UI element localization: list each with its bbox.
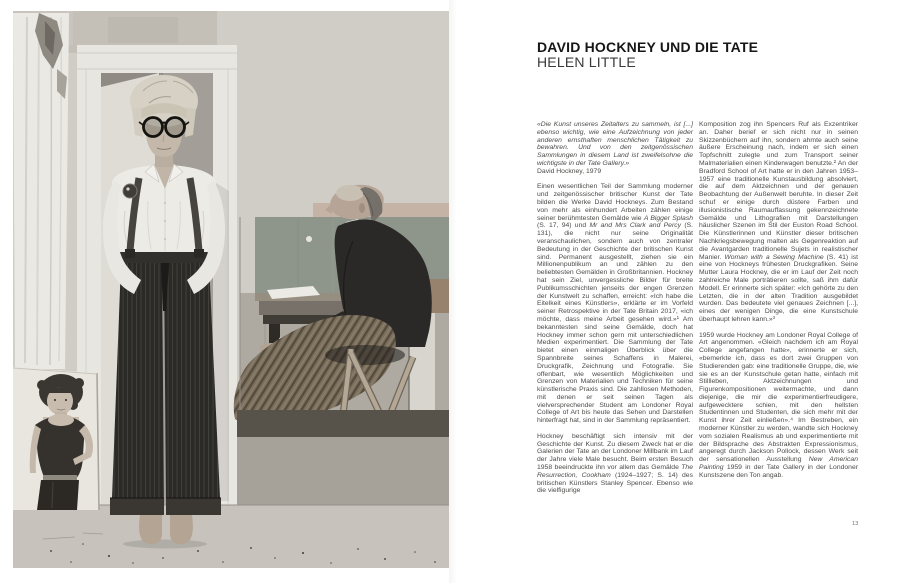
hockney-studio-photograph: [13, 11, 449, 568]
page-number: 13: [852, 521, 859, 527]
quote-attribution: David Hockney, 1979: [537, 167, 602, 175]
body-paragraph: 1959 wurde Hockney am Londoner Royal College of Art angenommen. «Gleich nachdem ich am Royal College angefangen hatte», erinnerte er sich, «bemerkte ich, dass es dort zwei Gruppen von Studierenden gab: eine traditionelle Gruppe, die, wie sie es an der Kunstschule getan hatte, einfach mit Stillleben, Aktzeichnungen und Figurenkompositionen weitermachte, und dann diejenige, die mir die experimentierfreudigere, aufgewecktere schien, mit den hellsten Studentinnen und Studenten, die sich mehr mit der Kunst ihrer Zeit einließen».⁴ Im Bestreben, ein moderner Künstler zu werden, wandte sich Hockney vom sozialen Realismus ab und experimentierte mit der Bildsprache des Abstrakten Expressionismus, angeregt durch Jackson Pollock, dessen Werk seit der sensationellen Ausstellung New American Painting 1959 in der Tate Gallery in der Londoner Kunstszene den Ton angab.: [699, 331, 858, 479]
body-paragraph: Komposition zog ihn Spencers Ruf als Exzentriker an. Daher berief er sich nicht nur in seinen Skizzenbüchern auf ihn, sondern ahmte auch seine äußere Erscheinung nach, indem er sich einen Topfschnitt zulegte und zum Transport seiner Malmaterialien einen Kinderwagen benutzte.² An der Bradford School of Art hatte er in den Jahren 1953–1957 eine traditionelle Kunstausbildung absolviert, die auf dem Aktzeichnen und der genauen Beobachtung der Außenwelt beruhte. In dieser Zeit schuf er einige durch düstere Farben und illusionistische Raumauffassung gekennzeichnete Gemälde und Lithografien mit Darstellungen häuslicher Szenen im Stil der Euston Road School. Die Künstlerinnen und Künstler dieser britischen Nachkriegsbewegung malten als Gegenreaktion auf die Avantgarden traditionelle Sujets in realistischer Manier. Woman with a Sewing Machine (S. 41) ist eine von Hockneys frühesten Druckgrafiken. Seine Mutter Laura Hockney, die er im Lauf der Zeit noch zahlreiche Male porträtieren sollte, saß ihm dafür Modell. Er erinnerte sich später: «Ich gehörte zu den Letzten, die in der alten Tradition ausgebildet wurden. Das bedeutete viel genaues Zeichnen [...], eines der wenigen Dinge, die eine Kunstschule überhaupt lehren kann.»³: [699, 121, 858, 323]
white-drape: [13, 13, 69, 369]
page-gutter: [449, 0, 457, 583]
text-column-1: [537, 121, 693, 503]
painting-seated-man: [234, 181, 449, 505]
badge-pin: [123, 184, 137, 198]
article-header: [537, 40, 758, 70]
text-column-2: [699, 121, 858, 487]
body-paragraph: Hockney beschäftigt sich intensiv mit der Geschichte der Kunst. Zu diesem Zweck hat er die Galerien der Tate an der Londoner Millbank im Lauf der Jahre viele Male besucht. Beim ersten Besuch 1958 beeindruckte ihn vor allem das Gemälde The Resurrection, Cookham (1924–1927; S. 14) des britischen Künstlers Stanley Spencer. Ebenso wie die vielfigurige: [537, 432, 693, 495]
studio-floor: [13, 505, 449, 568]
artwork-woman-canvas: [13, 367, 99, 510]
body-paragraph: Einen wesentlichen Teil der Sammlung moderner und zeitgenössischer britischer Kunst der Tate bilden die Werke David Hockneys. Zum Bestand von mehr als einhundert Arbeiten zählen einige seiner berühmtesten Gemälde wie A Bigger Splash (S. 17, 94) und Mr and Mrs Clark and Percy (S. 131), die nicht nur seine Originalität veranschaulichen, sondern auch von zentraler Bedeutung in der Geschichte der britischen Kunst sind. Permanent ausgestellt, ziehen sie ein Millionenpublikum an und zählen zu den beliebtesten Gemälden in Großbritannien. Hockney hat sein Ziel, unvergessliche Bilder für breite Publikumsschichten jenseits der engen Grenzen der Kunstwelt zu schaffen, erreicht: «Ich habe die Eitelkeit eines Künstlers», erklärte er im Vorfeld seiner Retrospektive in der Tate Britain 2017, «ich möchte, dass meine Arbeit gesehen wird.»¹ Am bekanntesten sind seine Gemälde, doch hat Hockney immer schon gern mit unterschiedlichen Medien experimentiert. Die Sammlung der Tate bietet einen einmaligen Überblick über die Spannbreite seines Schaffens in Malerei, Druckgrafik, Zeichnung und Fotografie. Sie offenbart, wie wesentlich Möglichkeiten und Grenzen von Materialien und Techniken für seine künstlerische Praxis sind. Die zahllosen Methoden, mit denen er seit seinen Tagen als vielversprechender Student am Londoner Royal College of Art bis heute das Sehen und Darstellen hinterfragt hat, sind in der Sammlung repräsentiert.: [537, 183, 694, 425]
opening-quote: «Die Kunst unseres Zeitalters zu sammeln, ist [...] ebenso wichtig, wie eine Aufzeichnung von jeder anderen ernsthaften menschlichen Tätigkeit zu bewahren. Und von den zeitgenössischen Sammlungen in diesem Land ist zweifelsohne die wichtigste in der Tate Gallery.»: [537, 121, 693, 167]
article-title: DAVID HOCKNEY UND DIE TATE: [537, 39, 759, 55]
article-author: HELEN LITTLE: [537, 54, 636, 70]
